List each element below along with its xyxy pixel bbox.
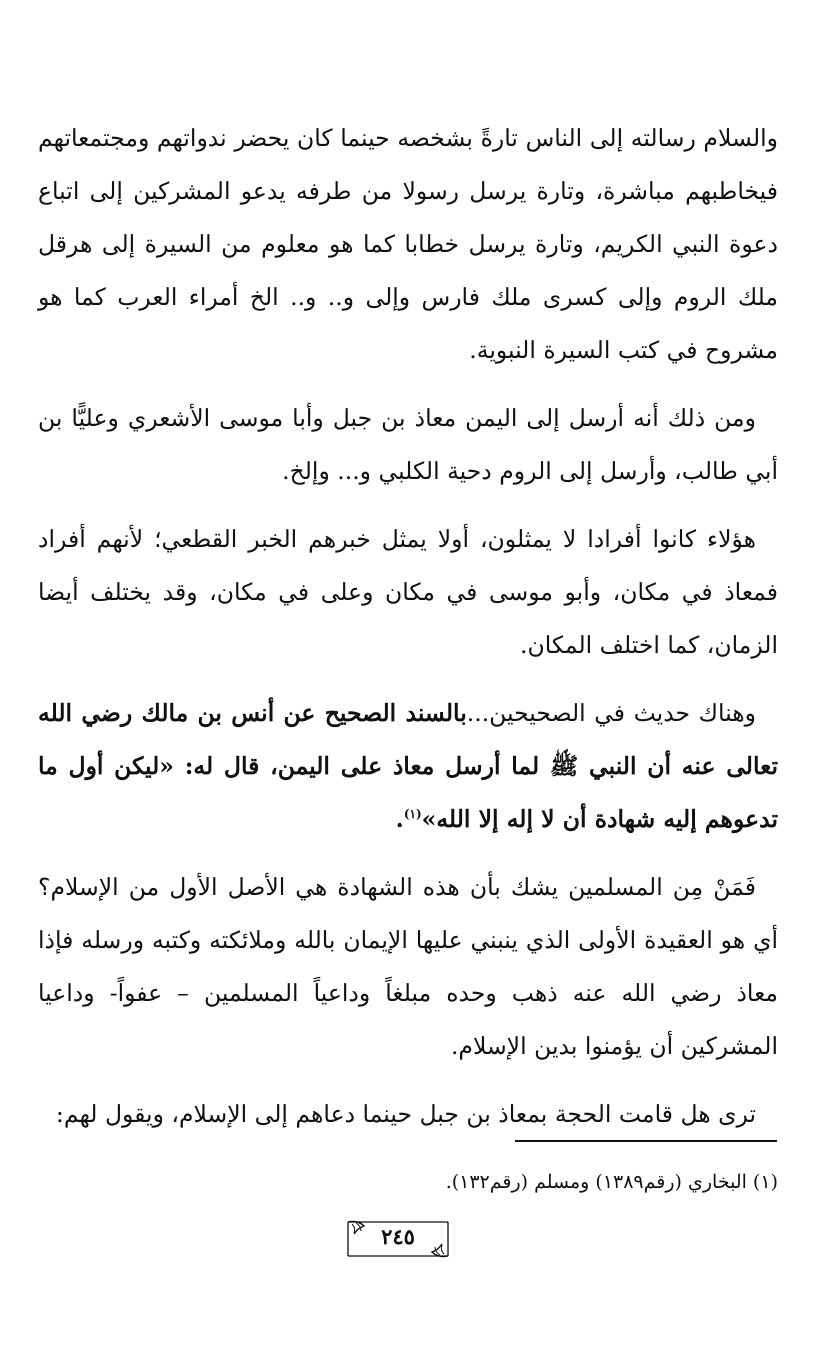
paragraph-3: هؤلاء كانوا أفرادا لا يمثلون، أولا يمثل خبرهم الخبر القطعي؛ لأنهم أفراد فمعاذ في مكان، وأبو موسى في مكان وعلى في مكان، وقد يختلف أيضا الزمان، كما اختلف المكان. bbox=[38, 525, 778, 659]
paragraph-2: ومن ذلك أنه أرسل إلى اليمن معاذ بن جبل وأبا موسى الأشعري وعليًّا بن أبي طالب، وأرسل إلى الروم دحية الكلبي و... وإلخ. bbox=[38, 404, 778, 485]
paragraph-4-hadith: وهناك حديث في الصحيحين...بالسند الصحيح عن أنس بن مالك رضي الله تعالى عنه أن النبي ﷺ لما أرسل معاذ على اليمن، قال له: «ليكن أول ما تدعوهم إليه شهادة أن لا إله إلا الله»$^{(١)}$. bbox=[38, 699, 778, 833]
hadith-text: بالسند الصحيح عن أنس بن مالك رضي الله تعالى عنه أن النبي ﷺ لما أرسل معاذ على اليمن، قال له: «ليكن أول ما تدعوهم إليه شهادة أن لا إله إلا الله» bbox=[38, 699, 778, 833]
paragraph-1: والسلام رسالته إلى الناس تارةً بشخصه حينما كان يحضر ندواتهم ومجتمعاتهم فيخاطبهم مباشرة، وتارة يرسل رسولا من طرفه يدعو المشركين إلى اتباع دعوة النبي الكريم، وتارة يرسل خطابا كما هو معلوم من السيرة إلى هرقل ملك الروم وإلى كسرى ملك فارس وإلى و.. و.. الخ أمراء العرب كما هو مشروح في كتب السيرة النبوية. bbox=[38, 124, 778, 364]
page-number: ٢٤٥ bbox=[381, 1224, 415, 1249]
footnote-separator bbox=[515, 1140, 777, 1142]
footnote-reference[interactable]: (١) bbox=[403, 807, 422, 822]
paragraph-6: ترى هل قامت الحجة بمعاذ بن جبل حينما دعاهم إلى الإسلام، ويقول لهم: bbox=[55, 1100, 756, 1128]
paragraph-5: فَمَنْ مِن المسلمين يشك بأن هذه الشهادة هي الأصل الأول من الإسلام؟ أي هو العقيدة الأولى الذي ينبني عليها الإيمان بالله وملائكته وكتبه ورسله فإذا معاذ رضي الله عنه ذهب وحده مبلغاً وداعياً المسلمين – عفواً- وداعيا المشركين أن يؤمنوا بدين الإسلام. bbox=[38, 873, 778, 1060]
hadith-lead: وهناك حديث في الصحيحين... bbox=[466, 699, 756, 727]
footnote: (١) البخاري (رقم١٣٨٩) ومسلم (رقم١٣٢). bbox=[445, 1171, 778, 1193]
page-body bbox=[38, 112, 778, 1156]
page-number-frame bbox=[342, 1218, 454, 1260]
